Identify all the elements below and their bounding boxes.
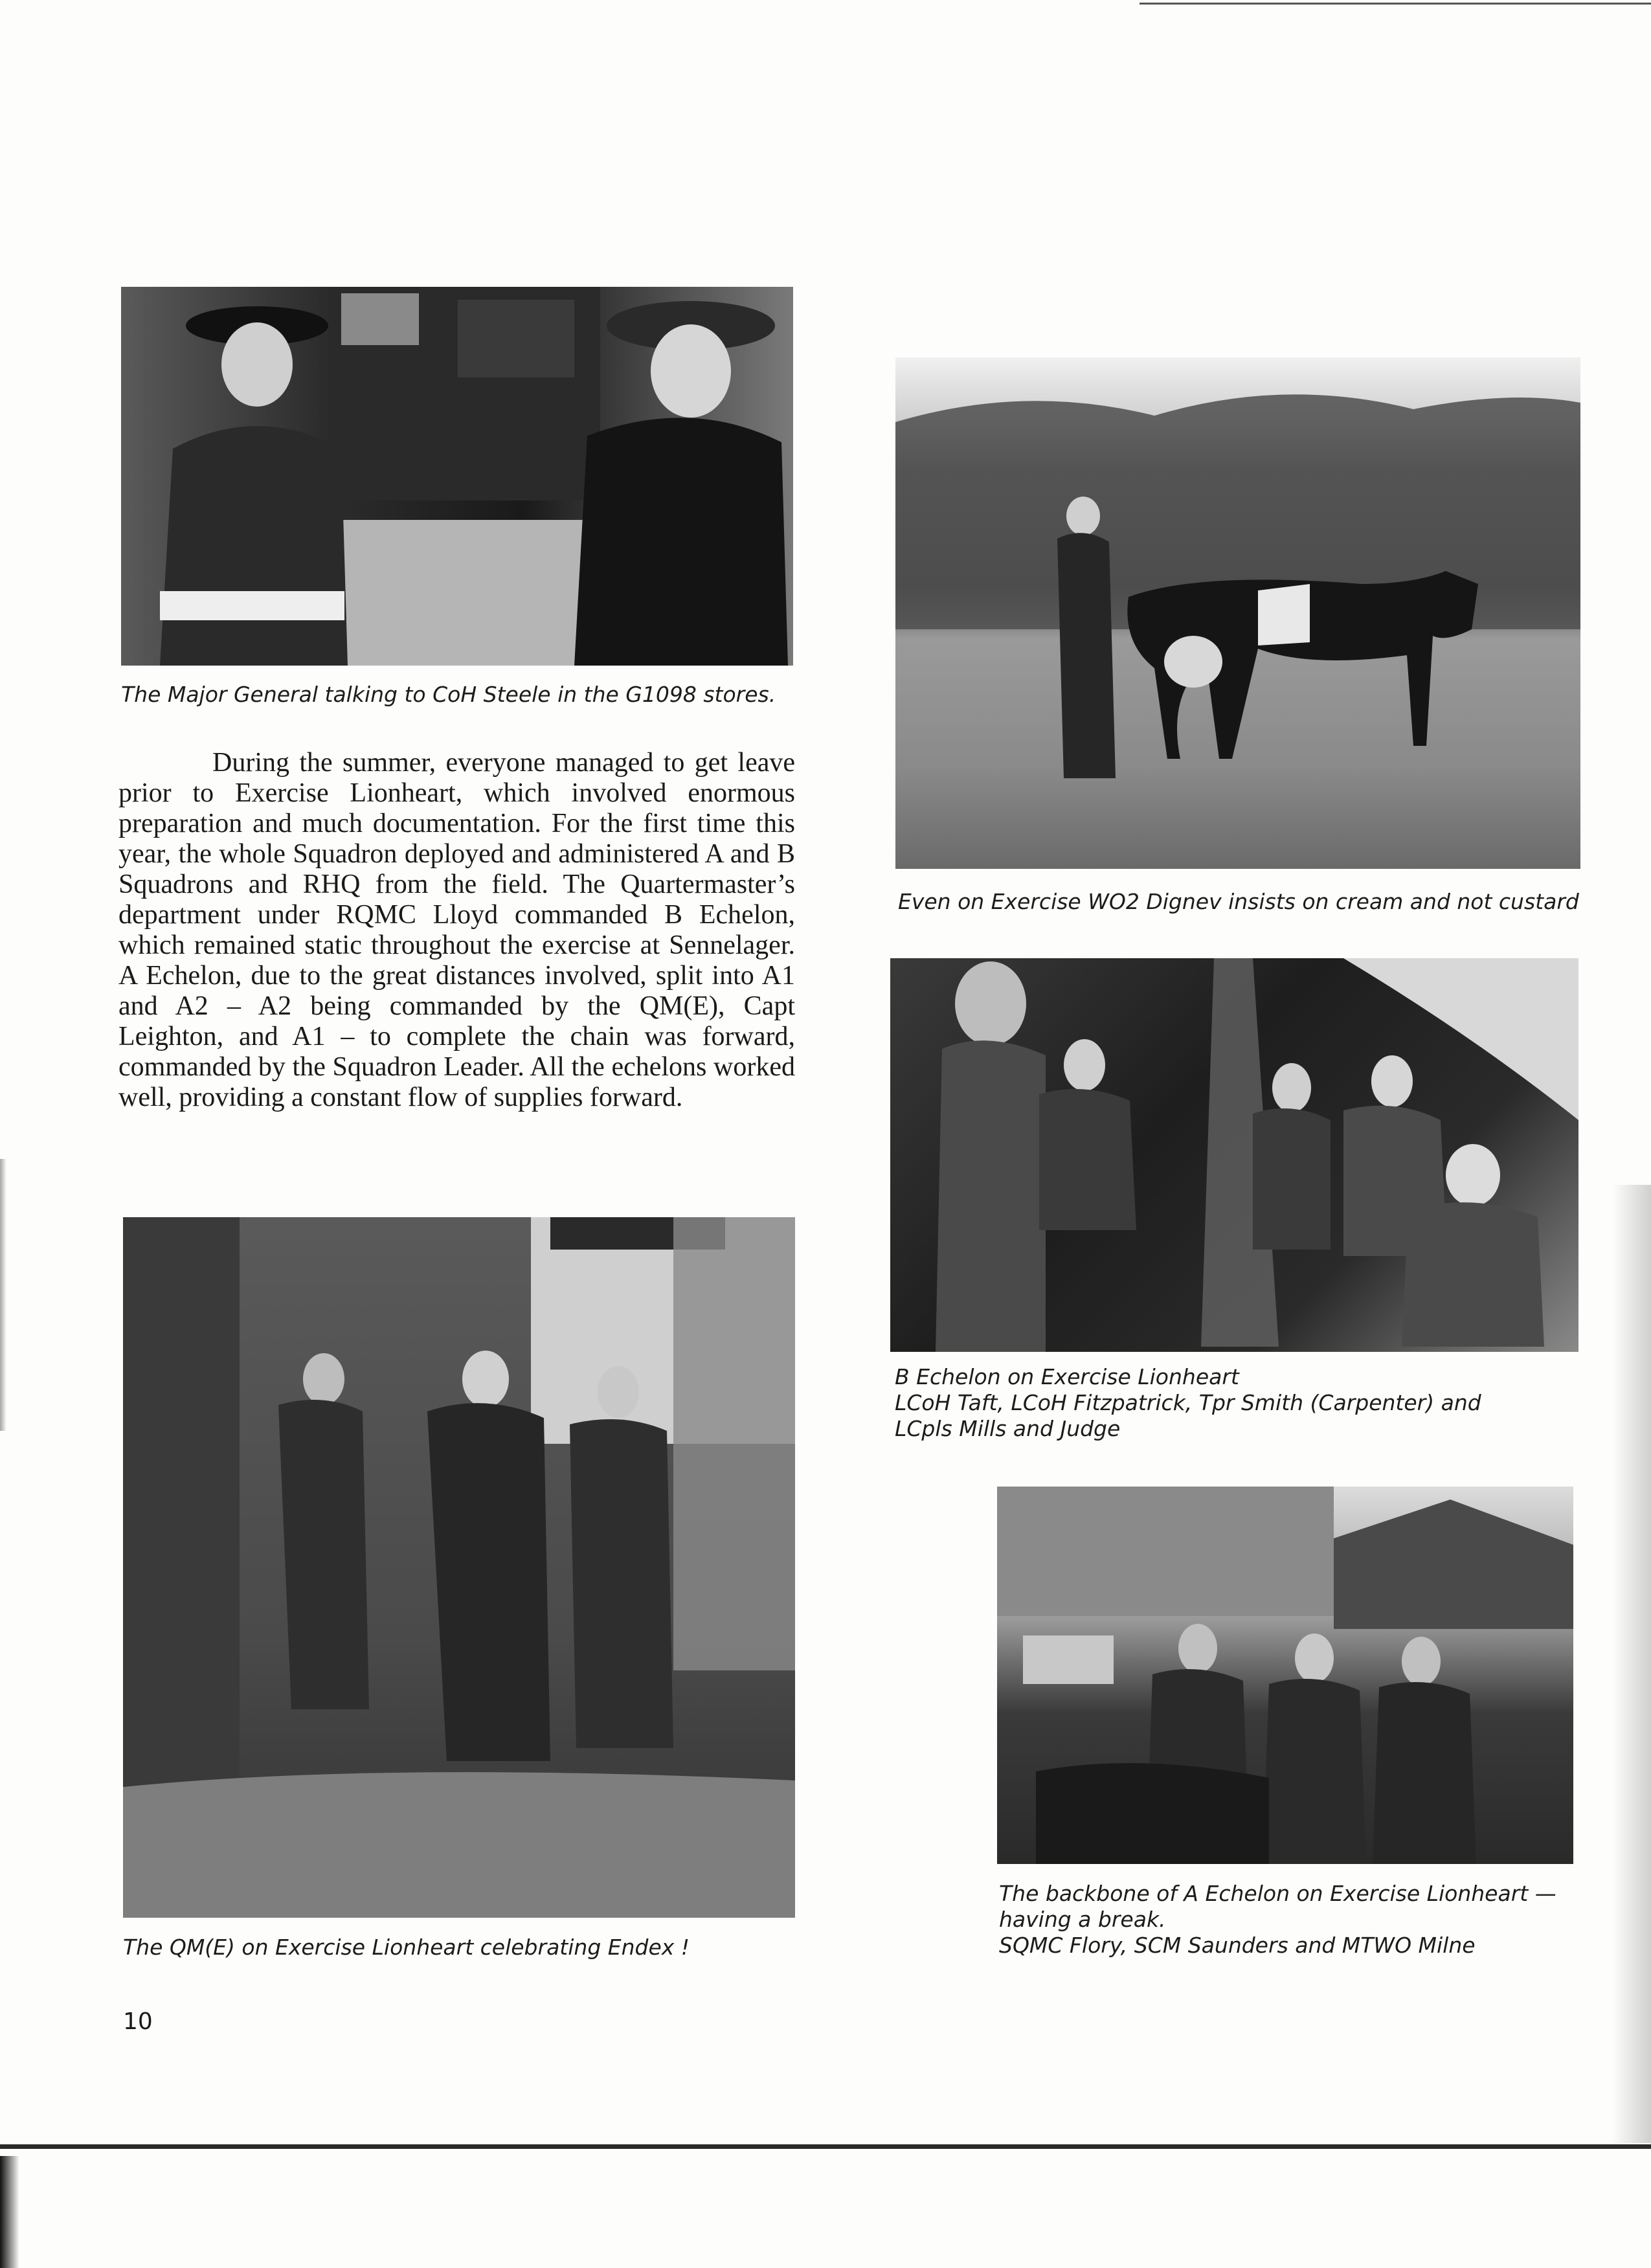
top-edge-line (1140, 3, 1651, 5)
caption-line: SQMC Flory, SCM Saunders and MTWO Milne (999, 1933, 1476, 1958)
page-number: 10 (123, 2008, 153, 2035)
bottom-left-shadow (0, 2156, 19, 2268)
caption-line: The QM(E) on Exercise Lionheart celebrating Endex ! (123, 1935, 690, 1960)
photo-qme (123, 1217, 795, 1918)
bottom-edge-line (0, 2144, 1651, 2149)
caption-line: The Major General talking to CoH Steele in the G1098 stores. (121, 682, 776, 707)
caption-line: Even on Exercise WO2 Dignev insists on cream and not custard (898, 889, 1579, 914)
article-body: During the summer, everyone managed to get leave prior to Exercise Lionheart, which involved enormous preparation and much documentation. For the first time this year, the whole Squadron deployed and administered A and B Squadrons and RHQ from the field. The Quartermaster’s department under RQMC Lloyd commanded B Echelon, which remained static throughout the exercise at Sennelager. A Echelon, due to the great distances involved, split into A1 and A2 – A2 being commanded by the QM(E), Capt Leighton, and A1 – to complete the chain was forward, commanded by the Squadron Leader. All the echelons worked well, providing a constant flow of supplies forward. (118, 748, 795, 1112)
caption-a-echelon (999, 1881, 1556, 1959)
caption-line: LCoH Taft, LCoH Fitzpatrick, Tpr Smith (Carpenter) and (895, 1390, 1481, 1415)
photo-major-general (121, 287, 793, 666)
caption-line: having a break. (999, 1907, 1166, 1932)
caption-qme (123, 1935, 690, 1960)
caption-cow (898, 889, 1579, 915)
caption-line: The backbone of A Echelon on Exercise Lionheart — (999, 1881, 1556, 1906)
right-edge-shadow (1612, 1185, 1651, 2143)
caption-line: B Echelon on Exercise Lionheart (895, 1364, 1239, 1389)
photo-a-echelon (997, 1487, 1573, 1864)
photo-b-echelon (890, 958, 1578, 1352)
photo-cow (895, 357, 1580, 869)
caption-line: LCpls Mills and Judge (895, 1416, 1121, 1441)
left-edge-shadow (0, 1159, 6, 1431)
caption-b-echelon (895, 1364, 1481, 1442)
caption-major-general (121, 682, 776, 708)
